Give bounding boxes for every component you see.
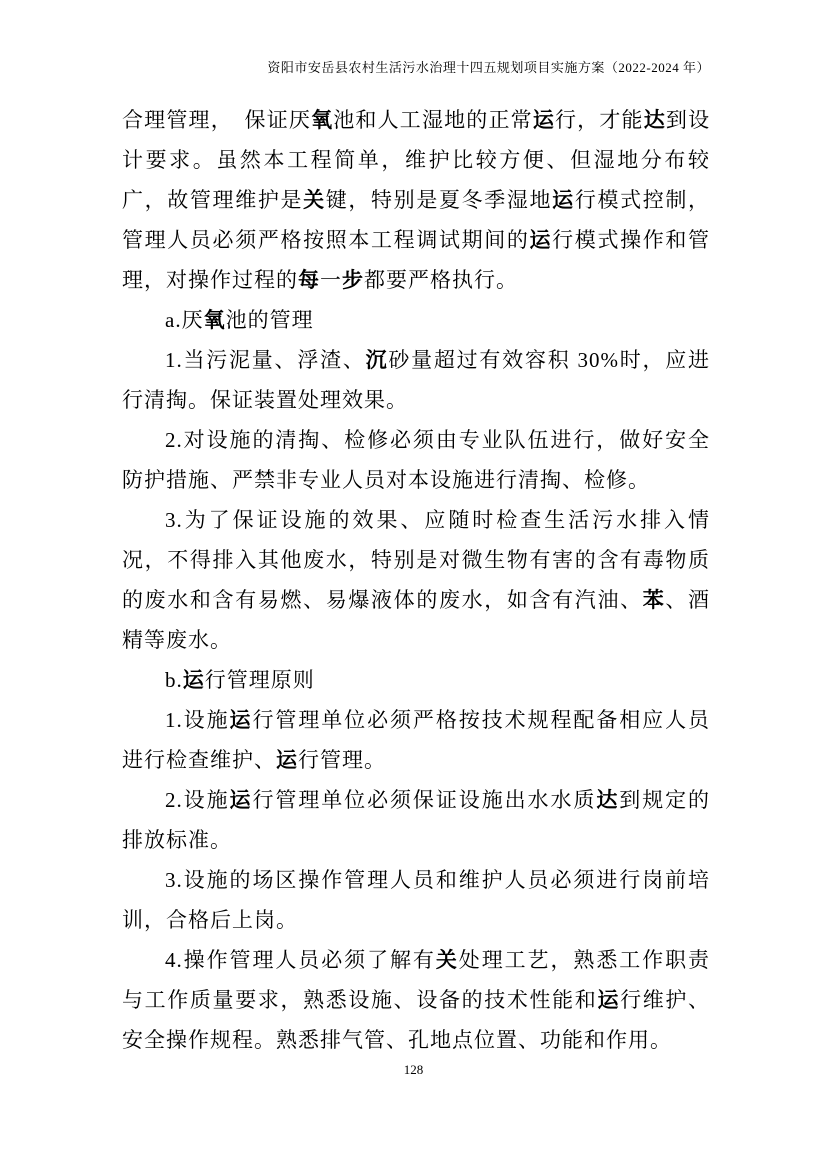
text-run: 2.设施 bbox=[165, 788, 230, 812]
emphasized-text-run: 氧 bbox=[311, 108, 334, 132]
text-run: b. bbox=[165, 668, 183, 692]
emphasized-text-run: 达 bbox=[596, 788, 620, 812]
text-run: 都要严格执行。 bbox=[364, 268, 518, 292]
text-run: 1.设施 bbox=[165, 708, 230, 732]
text-run: 行管理单位必须严格按技术规程配备相应人员进行检查维护、 bbox=[122, 708, 711, 772]
text-run: 2.对设施的清掏、检修必须由专业队伍进行，做好安全防护措施、严禁非专业人员对本设施进行清掏、检修。 bbox=[122, 428, 710, 492]
text-run: 行模式控制，管理人员必须严格按照本工程调试期间的 bbox=[122, 188, 711, 252]
text-run: 、酒精等废水。 bbox=[122, 588, 710, 652]
paragraph bbox=[122, 500, 710, 660]
text-run: 行管理。 bbox=[298, 748, 386, 772]
text-run: 到规定的排放标准。 bbox=[122, 788, 711, 852]
text-run: 砂量超过有效容积 30%时，应进行清掏。保证装置处理效果。 bbox=[122, 348, 711, 412]
emphasized-text-run: 关 bbox=[435, 948, 459, 972]
page-header: 资阳市安岳县农村生活污水治理十四五规划项目实施方案（2022-2024 年） bbox=[267, 60, 710, 75]
emphasized-text-run: 运 bbox=[552, 188, 575, 212]
emphasized-text-run: 步 bbox=[342, 268, 364, 292]
text-run: 4.操作管理人员必须了解有 bbox=[165, 948, 436, 972]
paragraph bbox=[122, 860, 710, 940]
paragraph bbox=[122, 100, 710, 300]
paragraph bbox=[122, 700, 710, 780]
text-run: 池的管理 bbox=[225, 308, 314, 332]
paragraph bbox=[122, 420, 710, 500]
emphasized-text-run: 苯 bbox=[642, 588, 666, 612]
text-run: 行管理单位必须保证设施出水水质 bbox=[252, 788, 597, 812]
paragraph bbox=[122, 940, 710, 1060]
text-run: 处理工艺，熟悉工作职责与工作质量要求，熟悉设施、设备的技术性能和 bbox=[122, 948, 711, 1012]
emphasized-text-run: 运 bbox=[229, 708, 253, 732]
paragraph bbox=[122, 660, 710, 700]
emphasized-text-run: 沉 bbox=[365, 348, 389, 372]
emphasized-text-run: 氧 bbox=[203, 308, 226, 332]
text-run: 池和人工湿地的正常 bbox=[333, 108, 533, 132]
text-run: 行模式操作和管理，对操作过程的 bbox=[122, 228, 711, 292]
emphasized-text-run: 关 bbox=[303, 188, 326, 212]
paragraph bbox=[122, 780, 710, 860]
paragraph bbox=[122, 340, 710, 420]
text-run: 3.设施的场区操作管理人员和维护人员必须进行岗前培训，合格后上岗。 bbox=[122, 868, 710, 932]
text-run: 行管理原则 bbox=[204, 668, 315, 692]
emphasized-text-run: 每 bbox=[298, 268, 320, 292]
text-run: 键，特别是夏冬季湿地 bbox=[325, 188, 553, 212]
emphasized-text-run: 运 bbox=[276, 748, 298, 772]
text-run: 到设计要求。虽然本工程简单，维护比较方便、但湿地分布较广，故管理维护是 bbox=[122, 108, 711, 212]
emphasized-text-run: 运 bbox=[529, 228, 553, 252]
text-run: a.厌 bbox=[165, 308, 204, 332]
text-run: 一 bbox=[320, 268, 342, 292]
emphasized-text-run: 运 bbox=[229, 788, 253, 812]
page-number: 128 bbox=[403, 1062, 424, 1077]
text-run: 行维护、安全操作规程。熟悉排气管、孔地点位置、功能和作用。 bbox=[122, 988, 711, 1052]
paragraph bbox=[122, 300, 710, 340]
document-body bbox=[122, 100, 710, 1060]
text-run: 合理管理， 保证厌 bbox=[122, 108, 312, 132]
emphasized-text-run: 运 bbox=[597, 988, 621, 1012]
text-run: 行，才能 bbox=[555, 108, 644, 132]
emphasized-text-run: 运 bbox=[182, 668, 205, 692]
emphasized-text-run: 达 bbox=[643, 108, 666, 132]
emphasized-text-run: 运 bbox=[532, 108, 555, 132]
text-run: 3.为了保证设施的效果、应随时检查生活污水排入情况，不得排入其他废水，特别是对微生物有害的含有毒物质的废水和含有易燃、易爆液体的废水，如含有汽油、 bbox=[122, 508, 710, 612]
text-run: 1.当污泥量、浮渣、 bbox=[165, 348, 366, 372]
